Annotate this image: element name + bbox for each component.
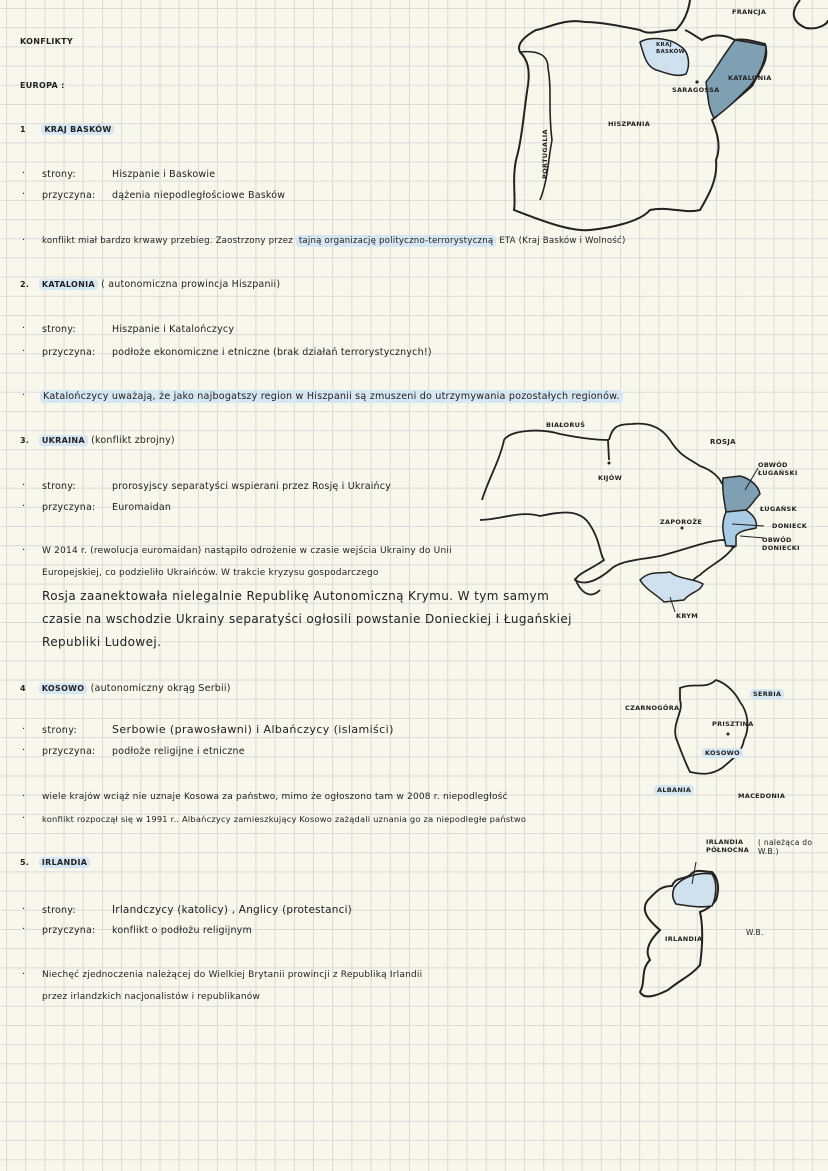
map-label-krym: KRYM xyxy=(676,612,699,620)
map-label-rosja: ROSJA xyxy=(710,438,736,446)
value: dążenia niepodległościowe Basków xyxy=(112,190,286,201)
map-label-hiszpania: HISZPANIA xyxy=(608,120,651,128)
map-label-donieck: DONIECK xyxy=(772,522,808,530)
note: konflikt rozpoczął się w 1991 r.. Albańczycy zamieszkujący Kosowo zażądali uznania go za niepodległe państwo xyxy=(42,814,527,824)
value: Serbowie (prawosławni) i Albańczycy (islamiści) xyxy=(112,723,394,736)
map-label-wb: W.B. xyxy=(746,928,764,937)
highlighted-text: tajną organizację polityczno-terrorystyczną xyxy=(296,235,496,247)
map-label-zaporoze: ZAPOROŻE xyxy=(660,518,703,526)
label: przyczyna: xyxy=(42,347,96,358)
label: przyczyna: xyxy=(42,190,96,201)
map-label-katalonia: KATALONIA xyxy=(728,74,772,82)
map-note: ( należąca do W.B.) xyxy=(758,838,813,856)
map-label-albania: ALBANIA xyxy=(654,785,694,795)
section-name: KATALONIA xyxy=(39,279,98,290)
section-number: 2. xyxy=(20,280,30,289)
section-name: KOSOWO xyxy=(39,683,88,694)
note: Katalończycy uważają, że jako najbogatszy region w Hiszpanii są zmuszeni do utrzymywania pozostałych regionów. xyxy=(40,390,623,403)
paragraph-line: Europejskiej, co podzieliło Ukraińców. W trakcie kryzysu gospodarczego xyxy=(42,568,379,578)
section-subtitle: (konflikt zbrojny) xyxy=(91,435,175,446)
map-label-obwod-luganski: OBWÓD ŁUGAŃSKI xyxy=(758,461,798,477)
section-name: UKRAINA xyxy=(39,435,88,446)
section-name: KRAJ BASKÓW xyxy=(41,124,114,135)
map-label-obwod-doniecki: OBWÓD DONIECKI xyxy=(762,536,800,552)
note: przez irlandzkich nacjonalistów i republikanów xyxy=(42,992,261,1002)
paragraph-line: Rosja zaanektowała nielegalnie Republikę Autonomiczną Krymu. W tym samym xyxy=(42,589,550,603)
label: strony: xyxy=(42,324,76,335)
section-subtitle: (autonomiczny okrąg Serbii) xyxy=(90,683,231,694)
paragraph-line: czasie na wschodzie Ukrainy separatyści ogłosili powstanie Donieckiej i Ługańskiej xyxy=(42,612,572,626)
note: Niechęć zjednoczenia należącej do Wielkiej Brytanii prowincji z Republiką Irlandii xyxy=(42,970,423,980)
label: przyczyna: xyxy=(42,746,96,757)
page-title: KONFLIKTY xyxy=(20,37,74,46)
map-label-portugalia: PORTUGALIA xyxy=(540,129,549,179)
map-label-irlandia: IRLANDIA xyxy=(665,935,703,943)
map-label-prisztina: PRISZTINA xyxy=(712,720,754,728)
map-label-serbia: SERBIA xyxy=(750,689,784,699)
map-label-francja: FRANCJA xyxy=(732,8,767,16)
text: ETA (Kraj Basków i Wolność) xyxy=(496,236,626,246)
section-number: 4 xyxy=(20,684,26,693)
label: przyczyna: xyxy=(42,502,96,513)
value: podłoże religijne i etniczne xyxy=(112,746,245,757)
label: przyczyna: xyxy=(42,925,96,936)
region-heading: EUROPA : xyxy=(20,81,65,90)
section-number: 5. xyxy=(20,858,30,867)
map-label-czarnogora: CZARNOGÓRA xyxy=(625,704,680,712)
value: Hiszpanie i Katalończycy xyxy=(112,324,235,335)
value: konflikt o podłożu religijnym xyxy=(112,925,252,936)
value: podłoże ekonomiczne i etniczne (brak działań terrorystycznych!) xyxy=(112,347,432,358)
label: strony: xyxy=(42,905,76,916)
map-label-macedonia: MACEDONIA xyxy=(738,792,786,800)
label: strony: xyxy=(42,481,76,492)
section-name: IRLANDIA xyxy=(39,857,90,868)
map-label-kosowo: KOSOWO xyxy=(702,748,743,758)
map-label-lugansk: ŁUGAŃSK xyxy=(760,505,797,513)
value: prorosyjscy separatyści wspierani przez Rosję i Ukraińcy xyxy=(112,481,392,492)
paragraph-line: Republiki Ludowej. xyxy=(42,635,162,649)
map-label-kijow: KIJÓW xyxy=(598,474,623,482)
note: wiele krajów wciąż nie uznaje Kosowa za państwo, mimo że ogłoszono tam w 2008 r. niepodległość xyxy=(42,792,508,802)
map-label-saragossa: SARAGOSSA xyxy=(672,86,720,94)
section-number: 3. xyxy=(20,436,30,445)
section-number: 1 xyxy=(20,125,26,134)
map-label-bialorus: BIAŁORUŚ xyxy=(546,421,586,429)
label: strony: xyxy=(42,169,76,180)
paragraph-line: W 2014 r. (rewolucja euromaidan) nastąpiło odrożenie w czasie wejścia Ukrainy do Unii xyxy=(42,546,452,556)
value: Hiszpanie i Baskowie xyxy=(112,169,216,180)
text: konflikt miał bardzo krwawy przebieg. Zaostrzony przez xyxy=(42,236,296,246)
map-label-irlandia-polnocna: IRLANDIA PÓŁNOCNA xyxy=(706,838,750,854)
label: strony: xyxy=(42,725,78,736)
map-label-kraj-baskow: KRAJ BASKÓW xyxy=(656,42,685,55)
section-subtitle: ( autonomiczna prowincja Hiszpanii) xyxy=(101,279,281,290)
value: Irlandczycy (katolicy) , Anglicy (protestanci) xyxy=(112,904,352,916)
value: Euromaidan xyxy=(112,502,172,513)
